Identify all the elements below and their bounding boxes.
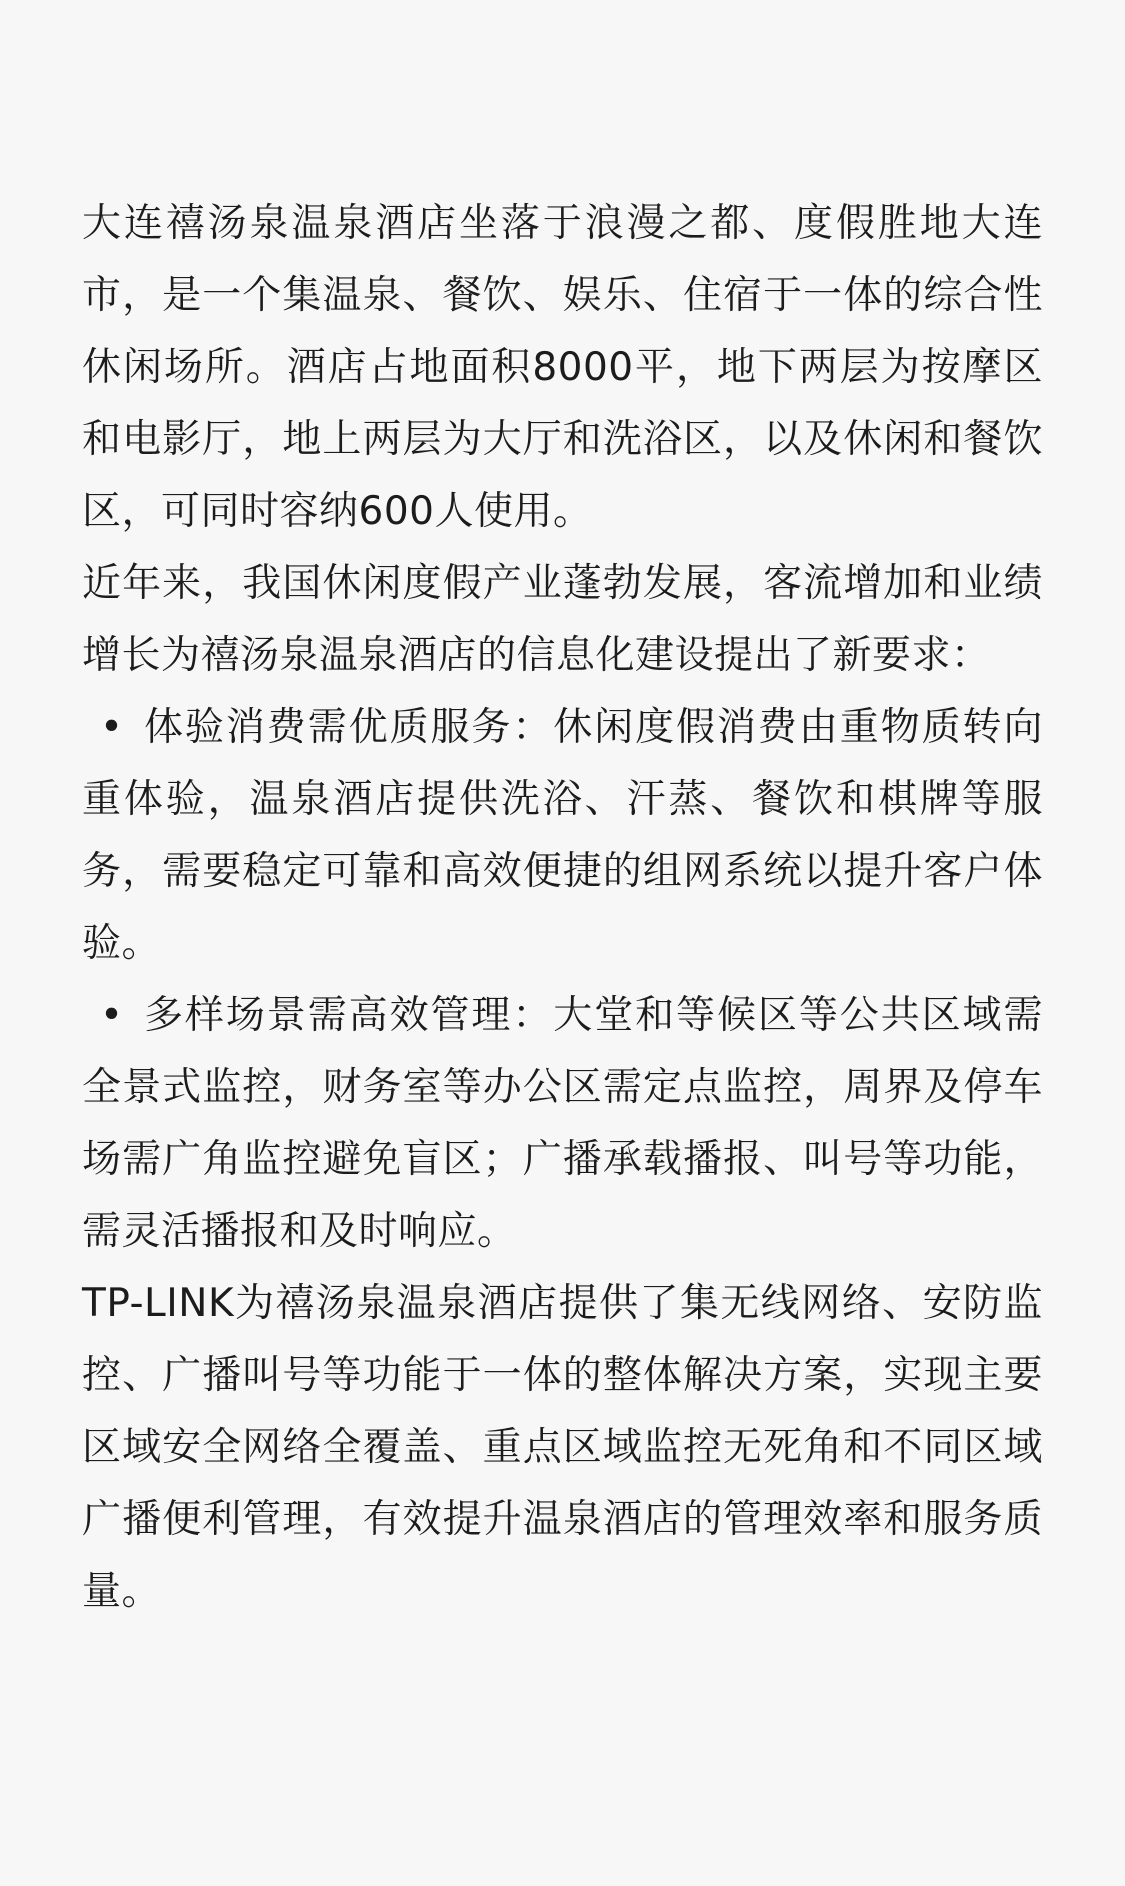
requirement-text: 体验消费需优质服务：休闲度假消费由重物质转向重体验，温泉酒店提供洗浴、汗蒸、餐饮和棋牌等服务，需要稳定可靠和高效便捷的组网系统以提升客户体验。: [82, 705, 1043, 966]
requirement-text: 多样场景需高效管理：大堂和等候区等公共区域需全景式监控，财务室等办公区需定点监控，周界及停车场需广角监控避免盲区；广播承载播报、叫号等功能，需灵活播报和及时响应。: [82, 993, 1043, 1254]
bullet-icon: •: [100, 993, 124, 1038]
intro-paragraph: 大连禧汤泉温泉酒店坐落于浪漫之都、度假胜地大连市，是一个集温泉、餐饮、娱乐、住宿于一体的综合性休闲场所。酒店占地面积8000平，地下两层为按摩区和电影厅，地上两层为大厅和洗浴区，以及休闲和餐饮区，可同时容纳600人使用。: [82, 201, 1043, 534]
bullet-icon: •: [100, 705, 124, 750]
solution-paragraph: TP-LINK为禧汤泉温泉酒店提供了集无线网络、安防监控、广播叫号等功能于一体的整体解决方案，实现主要区域安全网络全覆盖、重点区域监控无死角和不同区域广播便利管理，有效提升温泉酒店的管理效率和服务质量。: [82, 1281, 1043, 1614]
requirement-item-service: [82, 692, 1043, 980]
background-paragraph: 近年来，我国休闲度假产业蓬勃发展，客流增加和业绩增长为禧汤泉温泉酒店的信息化建设提出了新要求：: [82, 561, 1043, 678]
requirement-item-management: [82, 980, 1043, 1268]
article-body: [82, 188, 1043, 1628]
requirements-list: [82, 692, 1043, 1268]
